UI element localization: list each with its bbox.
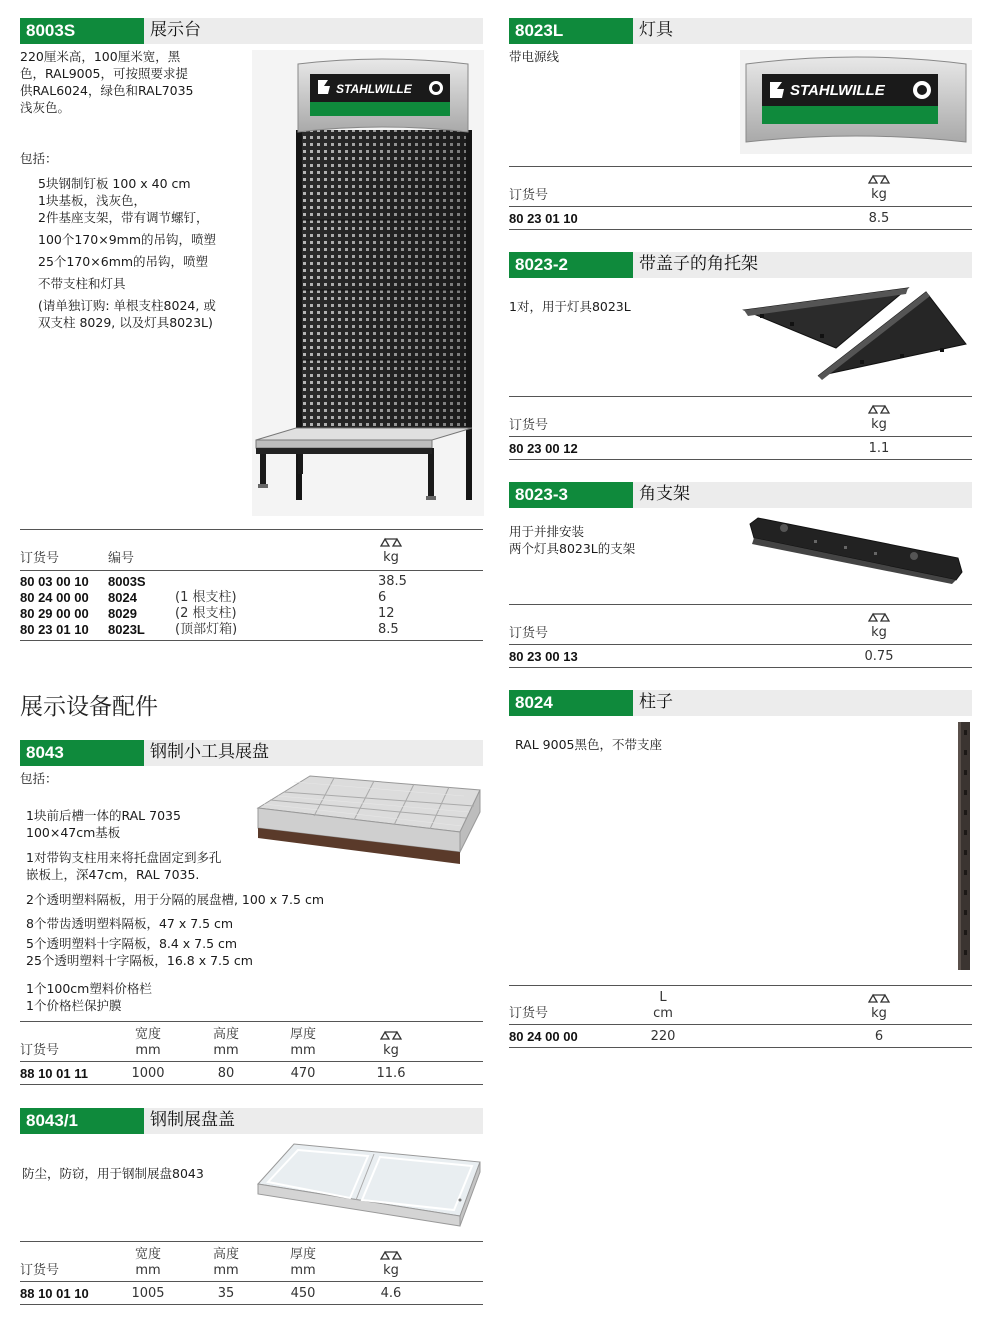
order-number: 80 24 00 00 xyxy=(20,590,89,605)
unit-mm: mm xyxy=(213,1263,239,1278)
list-item: 1块前后槽一体的RAL 7035 xyxy=(26,808,181,823)
scale-icon xyxy=(379,536,403,548)
table-bottom-rule xyxy=(20,1304,483,1305)
col-header-width: 宽度 xyxy=(134,1027,161,1042)
col-header-kg: kg xyxy=(871,187,887,202)
corner-support-image xyxy=(744,514,970,586)
list-item: 100个170×9mm的吊钩，喷塑 xyxy=(38,232,216,247)
table-bottom-rule xyxy=(20,1084,483,1085)
unit-mm: mm xyxy=(135,1043,161,1058)
table-bottom-rule xyxy=(509,459,972,460)
list-item: 25个170×6mm的吊钩，喷塑 xyxy=(38,254,209,269)
column-image xyxy=(956,722,972,970)
kg-value: 0.75 xyxy=(864,649,894,664)
desc-line: 供RAL6024，绿色和RAL7035 xyxy=(20,83,194,98)
order-number: 80 23 01 10 xyxy=(20,622,89,637)
table-bottom-rule xyxy=(509,667,972,668)
scale-icon xyxy=(379,1029,403,1041)
unit-mm: mm xyxy=(213,1043,239,1058)
scale-icon xyxy=(379,1249,403,1261)
col-header-order: 订货号 xyxy=(20,1263,60,1278)
height-value: 35 xyxy=(217,1286,235,1301)
table-header-rule xyxy=(509,206,972,207)
table-top-rule xyxy=(509,604,972,605)
col-header-kg: kg xyxy=(383,1263,399,1278)
col-header-length: L xyxy=(659,990,667,1005)
display-stand-image xyxy=(252,50,484,516)
description-8023l: 带电源线 xyxy=(509,49,560,64)
height-value: 80 xyxy=(217,1066,235,1081)
depth-value: 470 xyxy=(290,1066,316,1081)
header-8024 xyxy=(509,690,972,716)
list-item: 25个透明塑料十字隔板，16.8 x 7.5 cm xyxy=(26,953,253,968)
list-item: 1对带钩支柱用来将托盘固定到多孔 xyxy=(26,850,222,865)
list-item: 2件基座支架，带有调节螺钉， xyxy=(38,210,209,225)
tool-tray-image xyxy=(254,772,484,868)
col-header-height: 高度 xyxy=(212,1027,239,1042)
unit-mm: mm xyxy=(135,1263,161,1278)
product-title: 钢制展盘盖 xyxy=(150,1110,235,1130)
col-header-kg: kg xyxy=(383,1043,399,1058)
product-code: 8023-2 xyxy=(509,252,633,278)
kg-value: 1.1 xyxy=(868,441,890,456)
header-8043-1 xyxy=(20,1108,483,1134)
col-header-depth: 厚度 xyxy=(289,1027,316,1042)
product-title: 钢制小工具展盘 xyxy=(150,742,269,762)
kg-value: 8.5 xyxy=(868,211,890,226)
col-header-order: 订货号 xyxy=(509,418,549,433)
kg-value: 4.6 xyxy=(380,1286,402,1301)
col-header-order: 订货号 xyxy=(509,1006,549,1021)
list-item: 嵌板上，深47cm，RAL 7035. xyxy=(26,867,200,882)
corner-brackets-image xyxy=(740,284,972,384)
tray-cover-image xyxy=(254,1140,484,1230)
product-title: 灯具 xyxy=(639,20,673,40)
item-kg: 12 xyxy=(378,606,395,621)
desc-line: 两个灯具8023L的支架 xyxy=(509,541,636,556)
col-header-order: 订货号 xyxy=(20,1043,60,1058)
col-header-order: 订货号 xyxy=(509,188,549,203)
order-number: 80 29 00 00 xyxy=(20,606,89,621)
desc-line: 220厘米高，100厘米宽，黑 xyxy=(20,49,181,64)
list-item: 1个100cm塑料价格栏 xyxy=(26,981,152,996)
col-header-order: 订货号 xyxy=(509,626,549,641)
table-top-rule xyxy=(509,166,972,167)
scale-icon xyxy=(867,173,891,185)
unit-mm: mm xyxy=(290,1263,316,1278)
col-header-height: 高度 xyxy=(212,1247,239,1262)
list-item: 1块基板，浅灰色， xyxy=(38,193,146,208)
col-header-code: 编号 xyxy=(108,551,135,566)
item-code: 8024 xyxy=(108,590,137,605)
header-8023-3 xyxy=(509,482,972,508)
order-number: 80 23 01 10 xyxy=(509,211,578,226)
includes-label: 包括： xyxy=(20,151,58,166)
light-box-image xyxy=(740,50,972,154)
desc-line: 用于并排安装 xyxy=(509,524,585,539)
product-title: 柱子 xyxy=(639,692,673,712)
width-value: 1000 xyxy=(131,1066,165,1081)
table-bottom-rule xyxy=(509,1047,972,1048)
length-value: 220 xyxy=(650,1029,676,1044)
item-code: 8029 xyxy=(108,606,137,621)
item-note: (顶部灯箱) xyxy=(175,622,238,637)
col-header-kg: kg xyxy=(871,625,887,640)
order-number: 80 23 00 13 xyxy=(509,649,578,664)
header-8043 xyxy=(20,740,483,766)
list-item: 100×47cm基板 xyxy=(26,825,121,840)
list-item: 5个透明塑料十字隔板，8.4 x 7.5 cm xyxy=(26,936,238,951)
table-header-rule xyxy=(20,1281,483,1282)
desc-line: 浅灰色。 xyxy=(20,100,71,115)
product-title: 带盖子的角托架 xyxy=(639,254,758,274)
product-code: 8043 xyxy=(20,740,144,766)
product-title: 角支架 xyxy=(639,484,690,504)
item-kg: 6 xyxy=(378,590,387,605)
depth-value: 450 xyxy=(290,1286,316,1301)
table-top-rule xyxy=(509,985,972,986)
col-header-depth: 厚度 xyxy=(289,1247,316,1262)
description-8024: RAL 9005黑色，不带支座 xyxy=(515,737,662,752)
product-code: 8003S xyxy=(20,18,144,44)
order-number: 80 03 00 10 xyxy=(20,574,89,589)
order-number: 88 10 01 10 xyxy=(20,1286,89,1301)
section-title: 展示设备配件 xyxy=(20,694,158,720)
list-item: 不带支柱和灯具 xyxy=(38,276,126,291)
table-top-rule xyxy=(20,1241,483,1242)
table-bottom-rule xyxy=(20,640,483,641)
col-header-order: 订货号 xyxy=(20,551,60,566)
item-code: 8003S xyxy=(108,574,146,589)
scale-icon xyxy=(867,611,891,623)
item-kg: 38.5 xyxy=(378,574,407,589)
description-8023-3 xyxy=(509,523,635,557)
order-number: 88 10 01 11 xyxy=(20,1066,88,1081)
order-number: 80 23 00 12 xyxy=(509,441,578,456)
list-item: (请单独订购: 单根支柱8024, 或 xyxy=(38,298,216,313)
table-header-rule xyxy=(509,1024,972,1025)
product-code: 8023L xyxy=(509,18,633,44)
table-top-rule xyxy=(20,1021,483,1022)
item-note: (1 根支柱) xyxy=(175,590,237,605)
includes-label: 包括： xyxy=(20,771,58,786)
table-bottom-rule xyxy=(509,229,972,230)
table-header-rule xyxy=(20,570,483,571)
list-item: 8个带齿透明塑料隔板，47 x 7.5 cm xyxy=(26,916,234,931)
table-header-rule xyxy=(20,1061,483,1062)
header-8003s xyxy=(20,18,483,44)
table-header-rule xyxy=(509,436,972,437)
logo-text: STAHLWILLE xyxy=(790,82,885,99)
col-header-width: 宽度 xyxy=(134,1247,161,1262)
col-header-kg: kg xyxy=(383,550,399,565)
list-item: 5块钢制钉板 100 x 40 cm xyxy=(38,176,191,191)
item-note: (2 根支柱) xyxy=(175,606,237,621)
table-top-rule xyxy=(20,529,483,530)
product-code: 8043/1 xyxy=(20,1108,144,1134)
item-code: 8023L xyxy=(108,622,145,637)
col-header-kg: kg xyxy=(871,417,887,432)
header-8023l xyxy=(509,18,972,44)
header-8023-2 xyxy=(509,252,972,278)
description-8023-2: 1对，用于灯具8023L xyxy=(509,299,631,314)
unit-mm: mm xyxy=(290,1043,316,1058)
list-item: 1个价格栏保护膜 xyxy=(26,998,122,1013)
kg-value: 6 xyxy=(874,1029,884,1044)
product-title: 展示台 xyxy=(150,20,201,40)
logo-text: STAHLWILLE xyxy=(336,82,412,96)
desc-line: 色，RAL9005，可按照要求提 xyxy=(20,66,189,81)
table-top-rule xyxy=(509,396,972,397)
list-item: 双支柱 8029, 以及灯具8023L) xyxy=(38,315,213,330)
kg-value: 11.6 xyxy=(376,1066,406,1081)
unit-cm: cm xyxy=(653,1006,673,1021)
description-8003s xyxy=(20,48,235,116)
scale-icon xyxy=(867,992,891,1004)
scale-icon xyxy=(867,403,891,415)
item-kg: 8.5 xyxy=(378,622,399,637)
table-header-rule xyxy=(509,644,972,645)
width-value: 1005 xyxy=(131,1286,165,1301)
product-code: 8023-3 xyxy=(509,482,633,508)
description-8043-1: 防尘，防窃，用于钢制展盘8043 xyxy=(22,1166,204,1181)
product-code: 8024 xyxy=(509,690,633,716)
col-header-kg: kg xyxy=(871,1006,887,1021)
list-item: 2个透明塑料隔板，用于分隔的展盘槽, 100 x 7.5 cm xyxy=(26,892,325,907)
order-number: 80 24 00 00 xyxy=(509,1029,578,1044)
